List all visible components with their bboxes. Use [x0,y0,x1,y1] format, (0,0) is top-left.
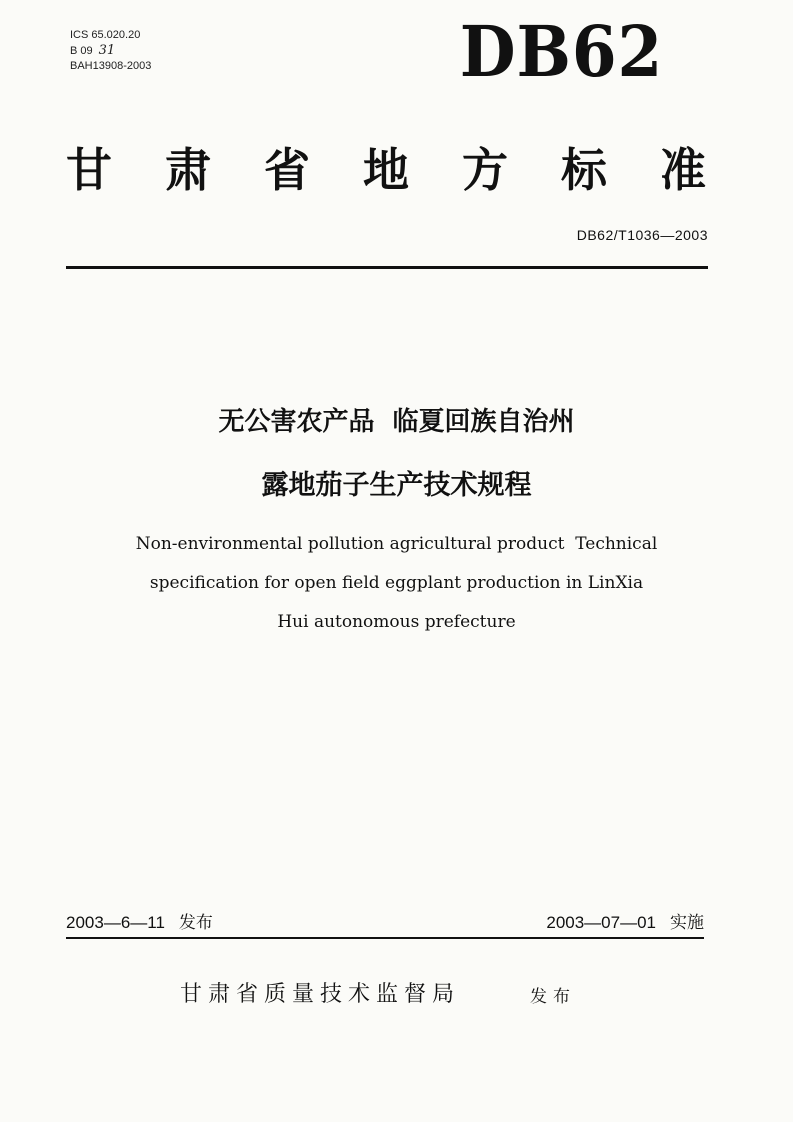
standard-category-title [66,140,706,200]
header-divider [66,266,708,269]
chinese-title-line-1: 无公害农产品 临夏回族自治州 [218,407,575,437]
implement-date-group [546,912,704,934]
issue-label: 发布 [178,913,213,933]
english-title-line-3: Hui autonomous prefecture [277,612,516,632]
title-char: 甘 [66,143,112,197]
ccs-code-line [70,43,151,59]
standard-code-mark: DB62 [459,10,663,93]
title-char: 地 [363,143,409,197]
issuing-authority-suffix: 发布 [530,987,576,1007]
title-char: 省 [264,143,310,197]
title-char: 肃 [165,143,211,197]
implement-date: 2003—07—01 [546,913,656,932]
filing-number: BAH13908-2003 [70,60,152,72]
standard-number: DB62/T1036—2003 [576,227,708,243]
ccs-code: B 09 [70,45,93,57]
issuing-authority: 甘肃省质量技术监督局 [180,982,461,1007]
english-title-line-1: Non-environmental pollution agricultural product Technical [135,534,658,554]
chinese-title-line-2: 露地茄子生产技术规程 [261,470,532,501]
date-row [66,912,704,934]
issue-date: 2003—6—11 [66,913,165,932]
footer-divider [66,937,704,939]
title-char: 标 [561,143,607,197]
title-char: 准 [660,143,706,197]
ccs-handwritten-note: 31 [98,43,116,58]
english-title-line-2: specification for open field eggplant production in LinXia [149,573,644,593]
classification-block [70,28,151,74]
issue-date-group [66,912,213,934]
implement-label: 实施 [670,913,704,933]
ics-code: ICS 65.020.20 [70,29,141,41]
title-char: 方 [462,143,508,197]
